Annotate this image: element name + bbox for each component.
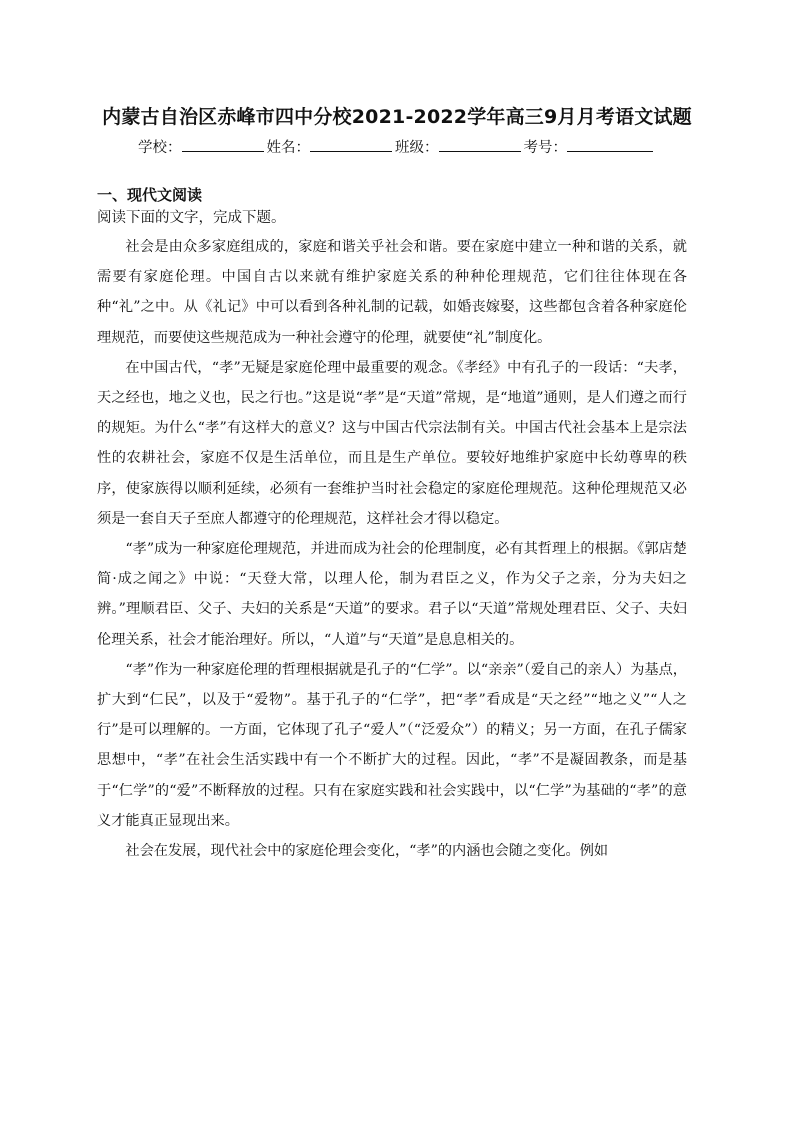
page-title: 内蒙古自治区赤峰市四中分校2021-2022学年高三9月月考语文试题 bbox=[102, 106, 692, 128]
name-blank[interactable] bbox=[310, 137, 392, 152]
class-blank[interactable] bbox=[439, 137, 521, 152]
passage-paragraph: “孝”成为一种家庭伦理规范，并进而成为社会的伦理制度，必有其哲理上的根据。《郭店楚简·成之闻之》中说：“天登大常，以理人伦，制为君臣之义，作为父子之亲，分为夫妇之辨。”理顺君臣、父子、夫妇的关系是“天道”的要求。君子以“天道”常规处理君臣、父子、夫妇伦理关系，社会才能治理好。所以，“人道”与“天道”是息息相关的。 bbox=[97, 541, 687, 648]
school-blank[interactable] bbox=[182, 137, 264, 152]
passage-paragraph: 社会是由众多家庭组成的，家庭和谐关乎社会和谐。要在家庭中建立一种和谐的关系，就需要有家庭伦理。中国自古以来就有维护家庭关系的种种伦理规范，它们往往体现在各种“礼”之中。从《礼记》中可以看到各种礼制的记载，如婚丧嫁娶，这些都包含着各种家庭伦理规范，而要使这些规范成为一种社会遵守的伦理，就要使“礼”制度化。 bbox=[97, 239, 687, 346]
passage-paragraph: 社会在发展，现代社会中的家庭伦理会变化，“孝”的内涵也会随之变化。例如 bbox=[125, 843, 609, 860]
number-blank[interactable] bbox=[567, 137, 653, 152]
reading-passage bbox=[97, 232, 687, 866]
student-info-line bbox=[0, 136, 794, 157]
passage-paragraph: “孝”作为一种家庭伦理的哲理根据就是孔子的“仁学”。以“亲亲”（爱自己的亲人）为基点，扩大到“仁民”，以及于“爱物”。基于孔子的“仁学”，把“孝”看成是“天之经”“地之义”“人之行”是可以理解的。一方面，它体现了孔子“爱人”（“泛爱众”）的精义；另一方面，在孔子儒家思想中，“孝”在社会生活实践中有一个不断扩大的过程。因此，“孝”不是凝固教条，而是基于“仁学”的“爱”不断释放的过程。只有在家庭实践和社会实践中，以“仁学”为基础的“孝”的意义才能真正显现出来。 bbox=[97, 661, 687, 829]
class-label: 班级： bbox=[395, 140, 439, 156]
school-label: 学校： bbox=[138, 140, 182, 156]
name-label: 姓名： bbox=[266, 140, 310, 156]
section-heading: 一、现代文阅读 bbox=[97, 186, 203, 204]
number-label: 考号： bbox=[523, 140, 567, 156]
passage-paragraph: 在中国古代，“孝”无疑是家庭伦理中最重要的观念。《孝经》中有孔子的一段话：“夫孝，天之经也，地之义也，民之行也。”这是说“孝”是“天道”常规，是“地道”通则，是人们遵之而行的规矩。为什么“孝”有这样大的意义？这与中国古代宗法制有关。中国古代社会基本上是宗法性的农耕社会，家庭不仅是生活单位，而且是生产单位。要较好地维护家庭中长幼尊卑的秩序，使家族得以顺利延续，必须有一套维护当时社会稳定的家庭伦理规范。这种伦理规范又必须是一套自天子至庶人都遵守的伦理规范，这样社会才得以稳定。 bbox=[97, 359, 687, 527]
section-instruction: 阅读下面的文字，完成下题。 bbox=[97, 210, 286, 226]
